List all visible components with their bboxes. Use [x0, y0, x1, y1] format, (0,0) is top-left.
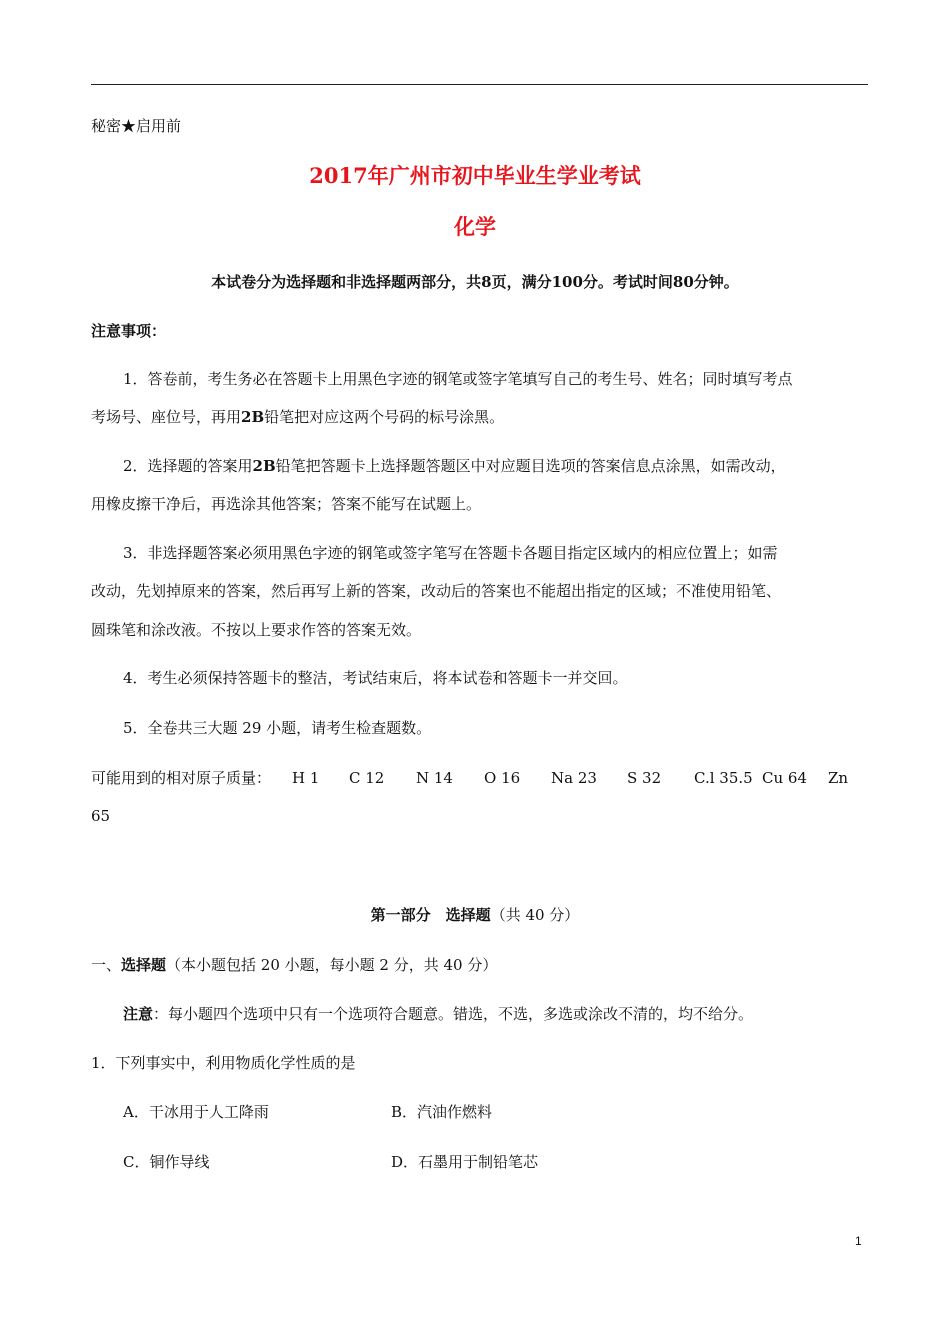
subject-title: 化学 — [454, 214, 496, 239]
page-number: 1 — [855, 1234, 862, 1248]
atomic-mass-n: N 14 — [416, 769, 453, 787]
atomic-mass-h: H 1 — [292, 769, 320, 787]
notice-heading: 注意事项： — [91, 322, 167, 340]
notice-item-2-line-2: 用橡皮擦干净后，再选涂其他答案；答案不能写在试题上。 — [91, 495, 482, 513]
notice-item-1-line-2: 考场号、座位号，再用2B铅笔把对应这两个号码的标号涂黑。 — [91, 408, 505, 426]
answer-note: 注意：每小题四个选项中只有一个选项符合题意。错选，不选，多选或涂改不清的，均不给分。 — [123, 1005, 754, 1023]
notice-item-4: 4．考生必须保持答题卡的整洁，考试结束后，将本试卷和答题卡一并交回。 — [123, 669, 628, 687]
exam-intro: 本试卷分为选择题和非选择题两部分，共8页，满分100分。考试时间80分钟。 — [211, 273, 739, 291]
atomic-mass-label: 可能用到的相对原子质量： — [91, 769, 272, 787]
question-1-stem: 1．下列事实中，利用物质化学性质的是 — [91, 1054, 356, 1072]
atomic-mass-s: S 32 — [627, 769, 662, 787]
secret-mark: 秘密★启用前 — [91, 117, 182, 135]
atomic-mass-cl: C.l 35.5 — [694, 769, 753, 787]
header-rule — [91, 84, 868, 85]
notice-item-3-line-1: 3．非选择题答案必须用黑色字迹的钢笔或签字笔写在答题卡各题目指定区域内的相应位置上；如需 — [123, 544, 778, 562]
notice-item-3-line-2: 改动，先划掉原来的答案，然后再写上新的答案，改动后的答案也不能超出指定的区域；不准使用铅笔、 — [91, 582, 782, 600]
atomic-mass-o: O 16 — [484, 769, 521, 787]
atomic-mass-zn: Zn — [828, 769, 849, 787]
atomic-mass-c: C 12 — [349, 769, 385, 787]
notice-item-1-line-1: 1．答卷前，考生务必在答题卡上用黑色字迹的钢笔或签字笔填写自己的考生号、姓名；同时填写考点 — [123, 370, 793, 388]
question-1-option-b: B．汽油作燃料 — [391, 1103, 493, 1121]
section-heading: 一、选择题（本小题包括 20 小题，每小题 2 分，共 40 分） — [91, 956, 498, 974]
question-1-option-c: C．铜作导线 — [123, 1153, 210, 1171]
question-1-option-a: A．干冰用于人工降雨 — [123, 1103, 269, 1121]
atomic-mass-na: Na 23 — [551, 769, 597, 787]
notice-item-2-line-1: 2．选择题的答案用2B铅笔把答题卡上选择题答题区中对应题目选项的答案信息点涂黑，如需改动， — [123, 457, 786, 475]
atomic-mass-cu: Cu 64 — [762, 769, 807, 787]
notice-item-3-line-3: 圆珠笔和涂改液。不按以上要求作答的答案无效。 — [91, 621, 422, 639]
notice-item-5: 5．全卷共三大题 29 小题，请考生检查题数。 — [123, 719, 432, 737]
atomic-mass-zn-value: 65 — [91, 807, 111, 825]
question-1-option-d: D．石墨用于制铅笔芯 — [391, 1153, 539, 1171]
part1-title: 第一部分 选择题（共 40 分） — [370, 906, 580, 924]
exam-title: 2017年广州市初中毕业生学业考试 — [309, 163, 641, 188]
